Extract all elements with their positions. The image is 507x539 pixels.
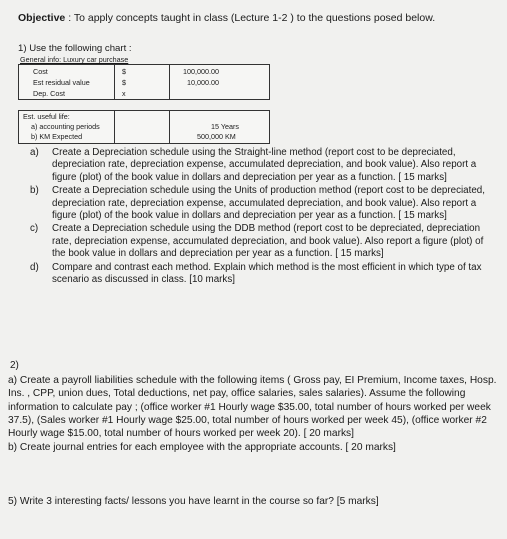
list-item (30, 223, 485, 260)
accounting-periods-value: 15 Years (211, 122, 239, 131)
item-text: Create a Depreciation schedule using the Straight-line method (report cost to be depreciated, depreciation rate, depreciation expense, accumulated depreciation, and book value). Also report a figure (plot) of the book value in dollars and depreciation per year as a function. [ 15 marks] (52, 147, 477, 183)
residual-label: Est residual value (33, 78, 90, 87)
table-divider (114, 111, 115, 143)
list-item (30, 147, 485, 184)
item-letter: c) (30, 223, 39, 235)
item-text: Create a Depreciation schedule using the DDB method (report cost to be depreciated, depreciation rate, depreciation expense, accumulated depreciation, and book value). Also report a figure (plot) of the book value in dollars and depreciation per year as a function. [ 15 marks] (52, 223, 484, 260)
item-letter: a) (30, 147, 39, 158)
cost-table (18, 64, 270, 100)
useful-life-table (18, 110, 270, 144)
question-2-number: 2) (10, 360, 19, 371)
item-text: Create a Depreciation schedule using the Units of production method (report cost to be depreciated, depreciation rate, depreciation expense, accumulated depreciation, and book value). Also report a figure (plot) of the book value in dollars and depreciation per year as a function. [ 15 marks] (52, 185, 485, 222)
accounting-periods-label: a) accounting periods (31, 122, 100, 131)
list-item (30, 185, 485, 222)
objective-text: : To apply concepts taught in class (Lecture 1-2 ) to the questions posed below. (68, 12, 436, 24)
cost-label: Cost (33, 67, 48, 76)
residual-value: 10,000.00 (187, 78, 219, 87)
cost-value: 100,000.00 (183, 67, 219, 76)
item-letter: b) (30, 185, 39, 197)
list-item (30, 262, 485, 287)
dep-cost-label: Dep. Cost (33, 89, 65, 98)
useful-life-heading: Est. useful life: (23, 112, 70, 121)
objective-label: Objective (18, 12, 66, 24)
question-1-intro: 1) Use the following chart : (18, 43, 132, 54)
chart-title: General info: Luxury car purchase (20, 55, 129, 64)
dep-cost-symbol: x (122, 89, 126, 98)
objective-line (18, 12, 435, 24)
table-divider (169, 111, 170, 143)
question-2-body (8, 374, 498, 456)
item-text: Compare and contrast each method. Explain which method is the most efficient in which type of tax scenario as discussed in class. [10 marks] (52, 261, 482, 286)
km-expected-label: b) KM Expected (31, 132, 83, 141)
table-divider (169, 65, 170, 99)
question-2-part-a: a) Create a payroll liabilities schedule with the following items ( Gross pay, EI Premium, Income taxes, Hosp. Ins. , CPP, union dues, Total deductions, net pay, office salaries, sales salaries). Assume the following information to calculate pay ; (office worker #1 Hourly wage $35.00, total number of hours worked per week 37.5), (Sales worker #1 Hourly wage $25.00, total number of hours worked per week 45), (office worker #2 Hourly wage $15.00, total number of hours worked per week 20). [ 20 marks] (8, 375, 497, 440)
item-letter: d) (30, 261, 39, 273)
question-2-part-b: b) Create journal entries for each employee with the appropriate accounts. [ 20 marks] (8, 442, 396, 454)
question-1-items (30, 147, 485, 287)
table-divider (114, 65, 115, 99)
residual-symbol: $ (122, 78, 126, 87)
km-expected-value: 500,000 KM (197, 132, 236, 141)
cost-symbol: $ (122, 67, 126, 76)
question-5: 5) Write 3 interesting facts/ lessons you have learnt in the course so far? [5 marks] (8, 496, 379, 507)
